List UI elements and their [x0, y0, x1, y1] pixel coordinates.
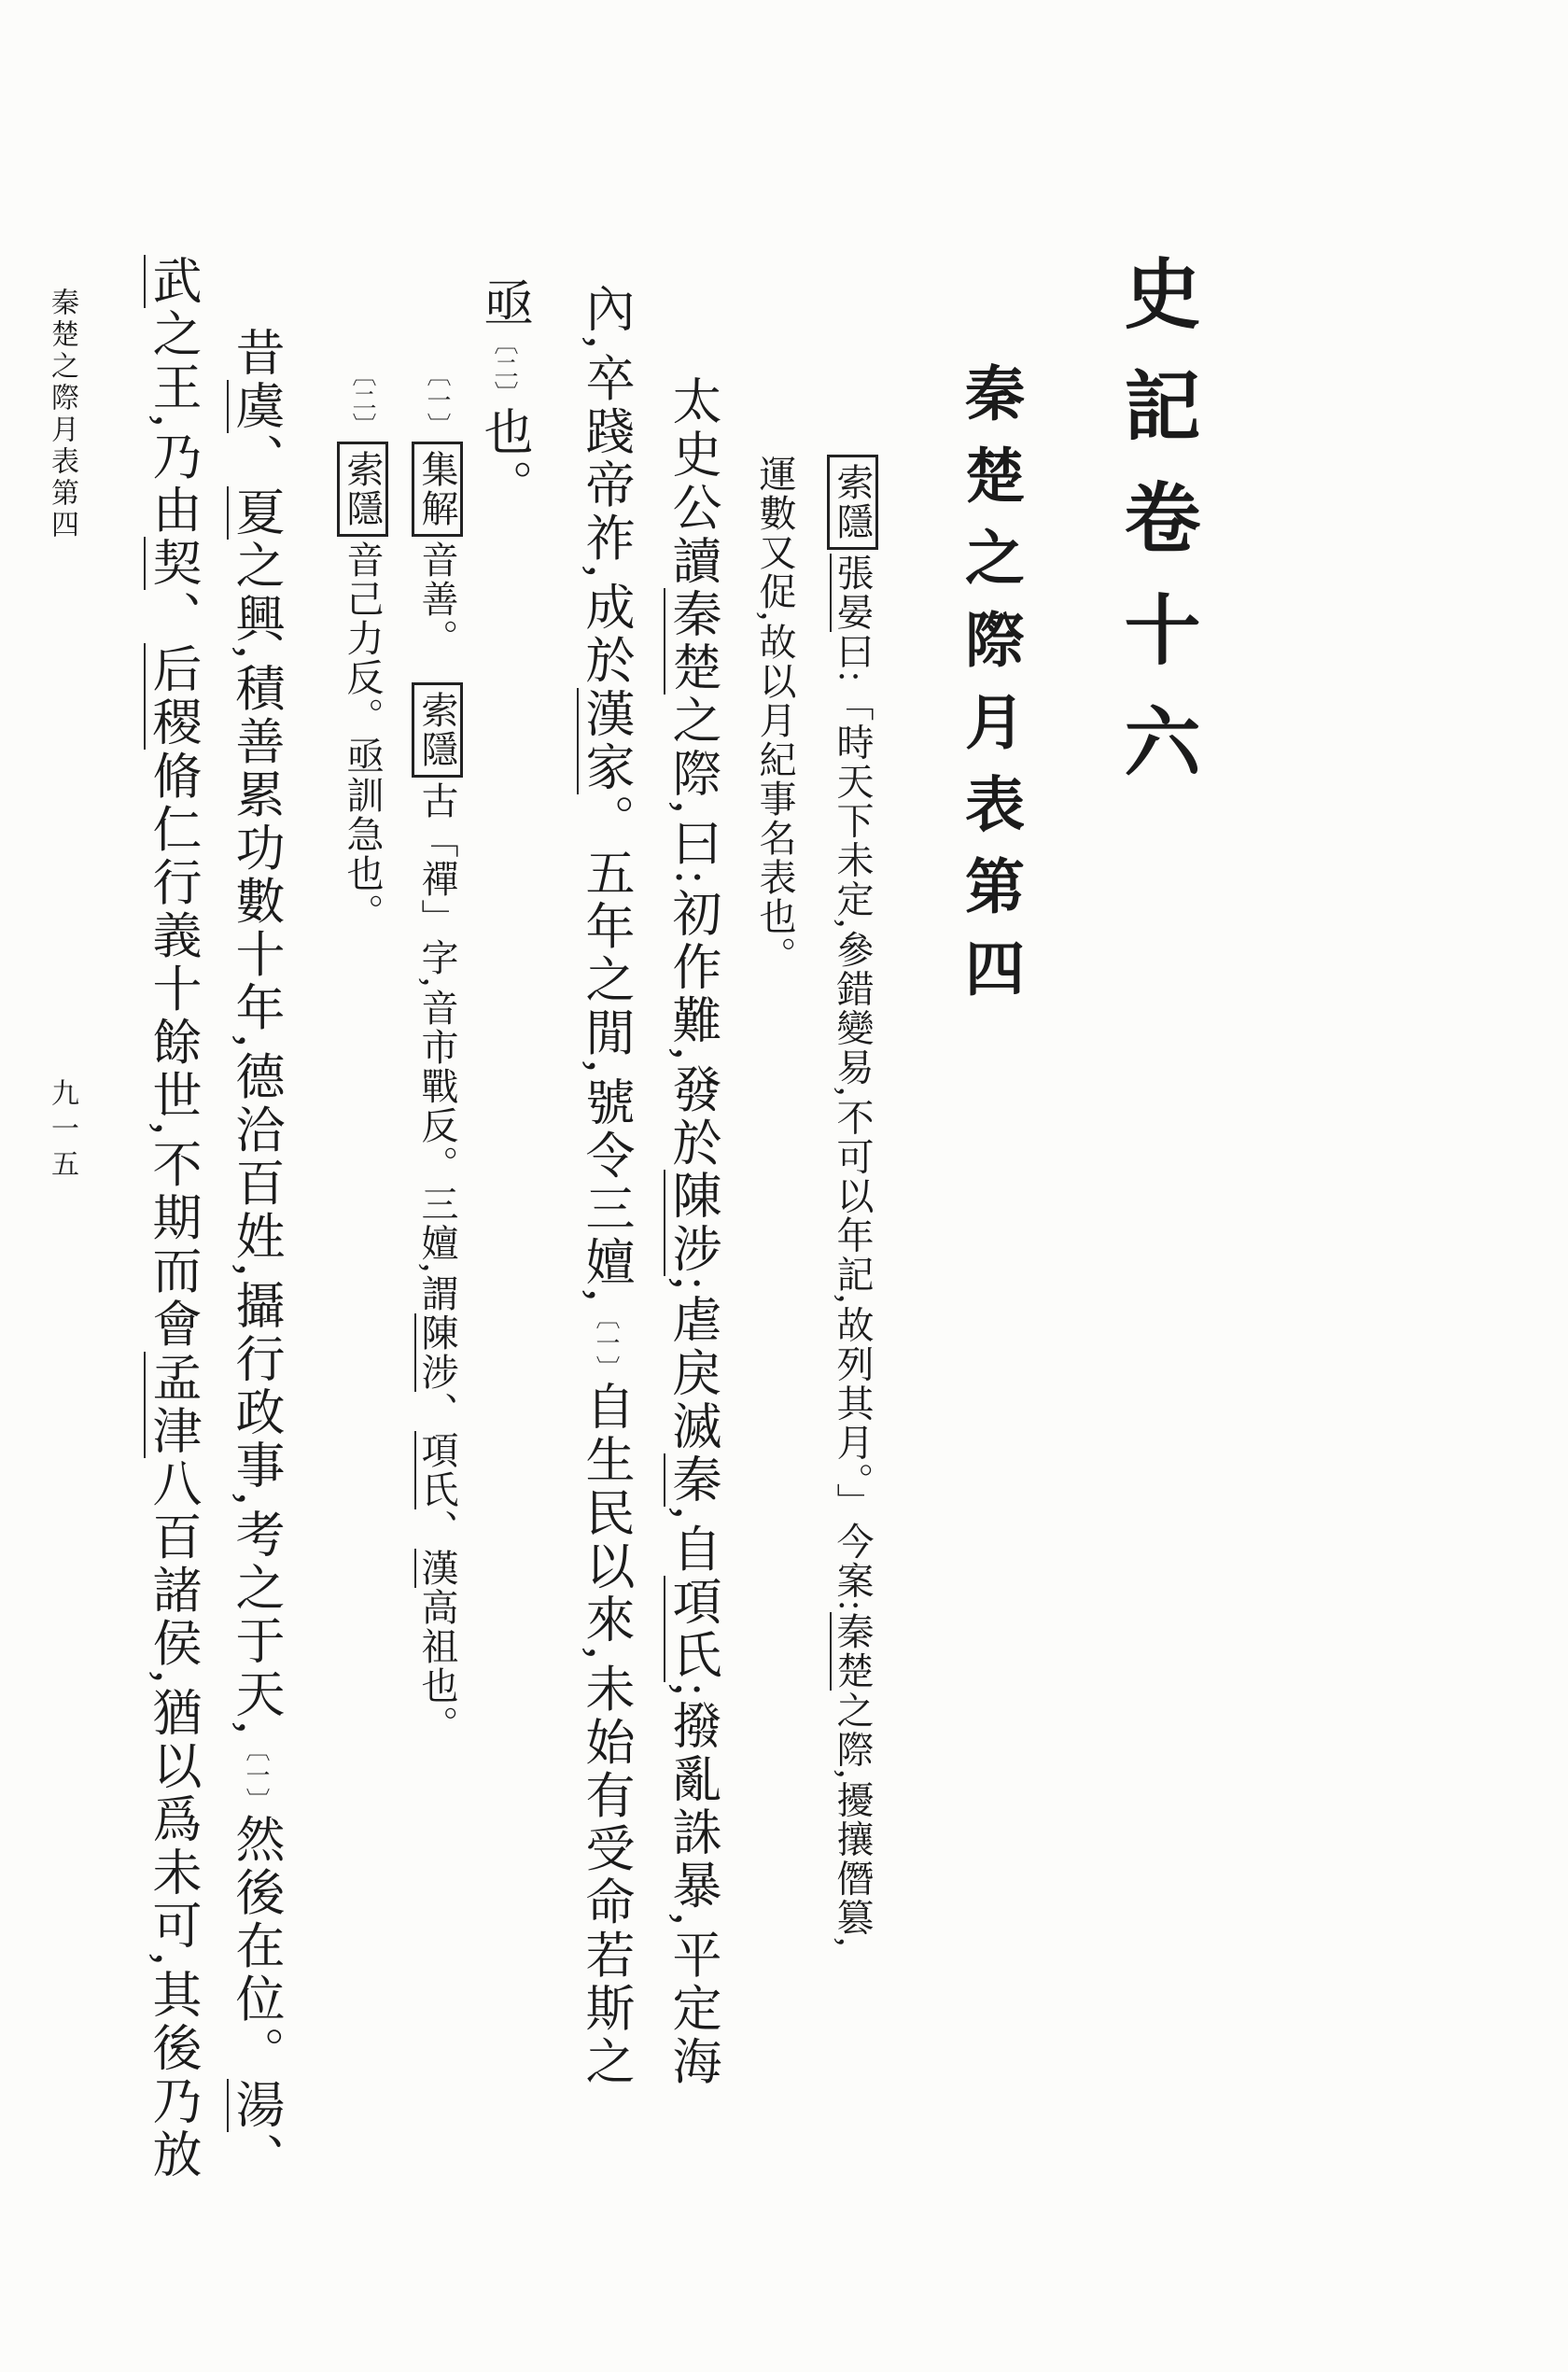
- head-commentary-column-2: [755, 455, 795, 975]
- text-run: 之際,曰:初作難,發於: [665, 695, 720, 1171]
- text-run: ,自: [665, 1506, 720, 1577]
- proper-name-marked-text: 張晏: [832, 554, 874, 632]
- text-run: 音善。: [416, 540, 458, 679]
- proper-name-marked-text: 秦楚: [832, 1612, 874, 1691]
- main-text-column-5: [146, 255, 199, 2182]
- proper-name-marked-text: 陳涉: [416, 1313, 458, 1392]
- text-run: 太史公讀: [665, 375, 720, 588]
- main-text-column-4: [229, 327, 282, 2185]
- text-run: 曰:「時天下未定,參錯變易,不可以年記,故列其月。」今案:: [832, 632, 874, 1613]
- text-run: 、: [229, 2132, 283, 2186]
- note-marker: 〔一〕: [593, 1305, 620, 1381]
- text-run: 、: [416, 1392, 458, 1431]
- margin-chapter-title: [47, 288, 77, 541]
- text-run: 之興,積善累功數十年,德洽百姓,攝行政事,考之于天,: [229, 540, 283, 1738]
- text-run: 。五年之閒,號令三嬗,: [579, 793, 633, 1305]
- text-run: 也。: [477, 406, 531, 512]
- text-run: ;虐戾滅: [665, 1276, 720, 1453]
- text-run: 、: [146, 590, 200, 644]
- text-run: 八百諸侯,猶以爲未可,其後乃放: [146, 1457, 200, 2182]
- volume-title: [1113, 254, 1197, 814]
- text-run: 脩仁行義十餘世,不期而會: [146, 750, 200, 1352]
- text-run: 然後在位。: [229, 1813, 283, 2080]
- text-run: 之王,乃由: [146, 308, 200, 538]
- proper-name-marked-text: 后稷: [146, 643, 200, 751]
- text-run: 史記卷十六: [1113, 254, 1198, 814]
- text-run: 音己力反。亟訓急也。: [342, 540, 384, 933]
- text-run: 古「禪」字,音市戰反。三嬗,謂: [416, 781, 458, 1313]
- proper-name-marked-text: 夏: [229, 486, 283, 540]
- main-text-column-3: [477, 277, 530, 512]
- note-column-1: [417, 362, 457, 1745]
- commentary-source-label: 集解: [412, 442, 463, 537]
- note-column-2: [343, 362, 383, 933]
- proper-name-marked-text: 孟津: [146, 1351, 200, 1458]
- proper-name-marked-text: 項氏: [416, 1431, 458, 1509]
- commentary-source-label: 索隱: [412, 682, 463, 778]
- page-number: [47, 1078, 77, 1185]
- proper-name-marked-text: 漢: [416, 1549, 458, 1588]
- proper-name-marked-text: 項氏: [665, 1576, 720, 1683]
- main-text-column-2: [579, 283, 632, 2088]
- text-run: 昔: [229, 327, 283, 380]
- chapter-title: [958, 362, 1022, 1019]
- note-marker: 〔一〕: [243, 1737, 270, 1814]
- main-text-column-1: [665, 375, 719, 2088]
- note-marker: 〔二〕: [491, 330, 518, 406]
- text-run: 、: [416, 1509, 458, 1549]
- proper-name-marked-text: 湯: [229, 2079, 283, 2133]
- proper-name-marked-text: 武: [146, 255, 200, 308]
- text-run: 、: [229, 433, 283, 486]
- text-run: 內,卒踐帝祚,成於: [579, 283, 633, 688]
- text-run: 亟: [477, 277, 531, 330]
- proper-name-marked-text: 陳涉: [665, 1170, 720, 1277]
- text-run: 自生民以來,未始有受命若斯之: [579, 1381, 633, 2089]
- text-run: ;撥亂誅暴,平定海: [665, 1682, 720, 2089]
- note-marker: 〔一〕: [424, 362, 451, 438]
- proper-name-marked-text: 虞: [229, 380, 283, 433]
- text-run: 運數又促,故以月紀事名表也。: [754, 455, 796, 975]
- proper-name-marked-text: 契: [146, 537, 200, 591]
- text-run: 九一五: [47, 1078, 77, 1185]
- commentary-source-label: 索隱: [827, 455, 878, 550]
- text-run: 秦楚之際月表第四: [957, 362, 1023, 1019]
- text-run: 秦楚之際月表第四: [47, 288, 77, 541]
- head-commentary-column-1: [833, 451, 873, 1948]
- text-run: 高祖也。: [416, 1588, 458, 1745]
- proper-name-marked-text: 秦楚: [665, 588, 720, 695]
- proper-name-marked-text: 漢家: [579, 687, 633, 794]
- text-run: 之際,擾攘僭篡,: [832, 1691, 874, 1949]
- proper-name-marked-text: 秦: [665, 1453, 720, 1507]
- commentary-source-label: 索隱: [337, 442, 388, 537]
- note-marker: 〔二〕: [349, 362, 376, 438]
